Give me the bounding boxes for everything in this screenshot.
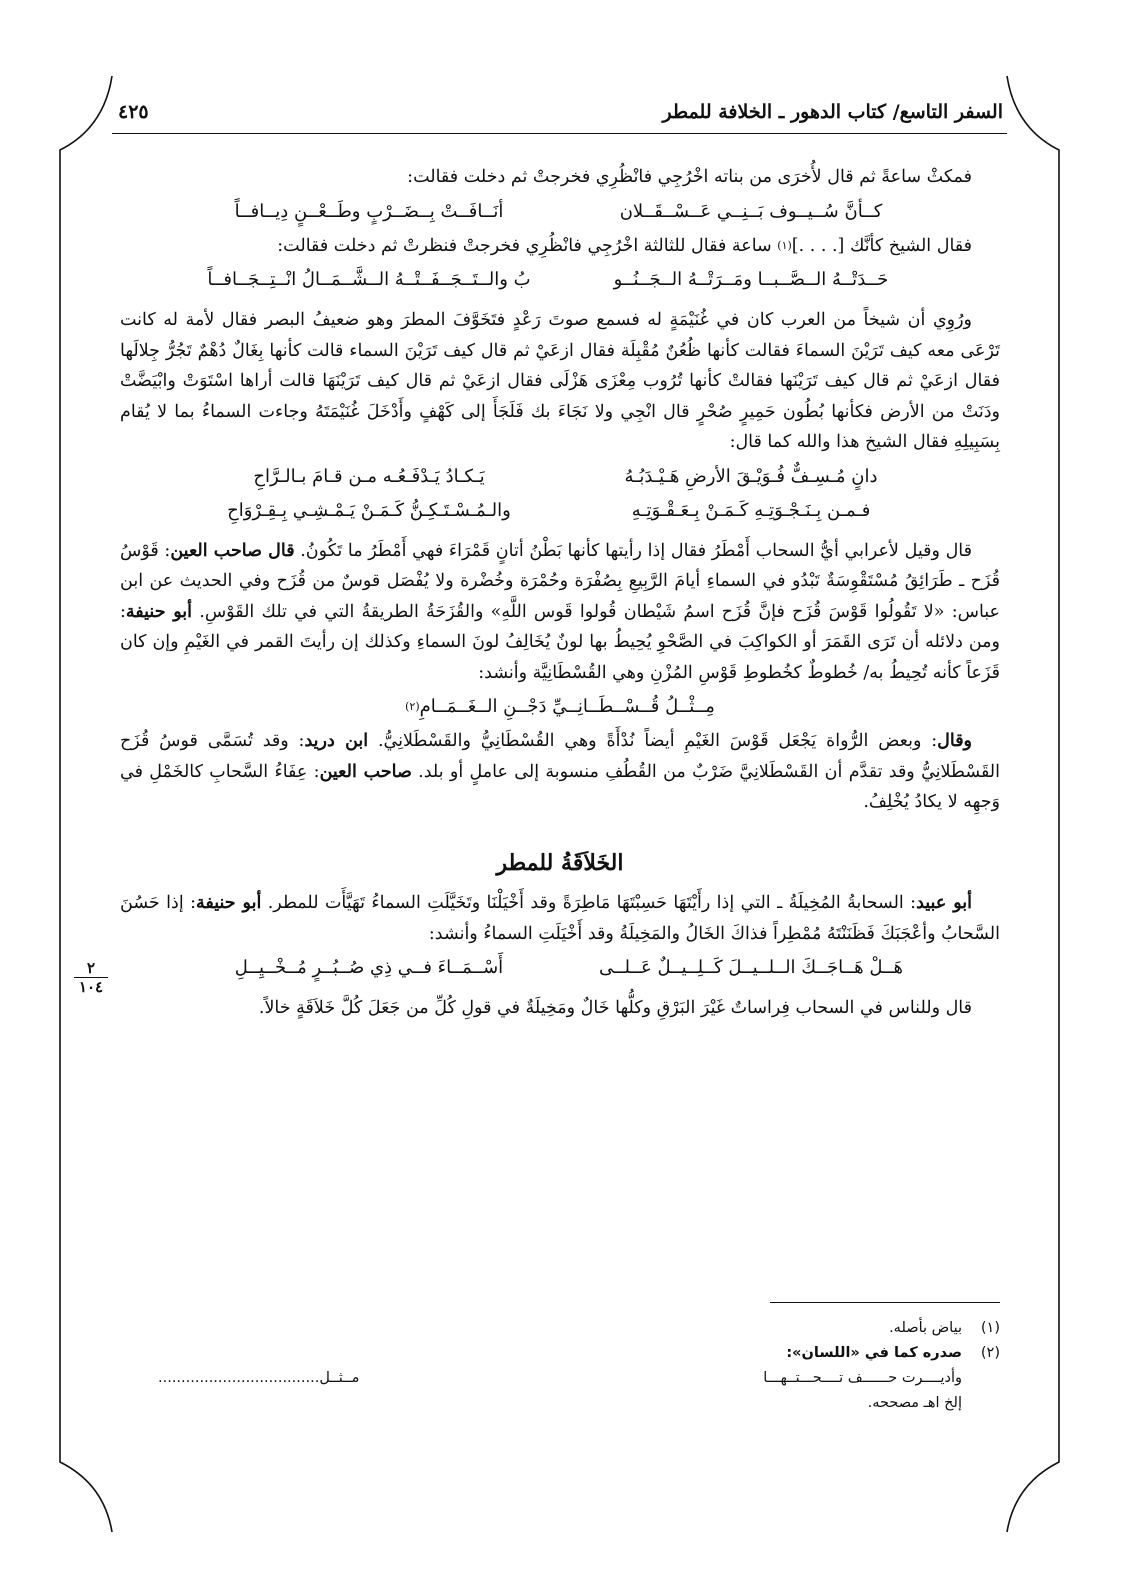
verse-second-hemistich: بُ والــتَــجَــفَــتْــهُ الــشَّــمَــالُ انْــتِــجَــافــاً xyxy=(207,269,531,290)
footnote-rule xyxy=(770,1302,1000,1303)
verse-line xyxy=(120,692,1000,722)
source-name: ابن دريد xyxy=(304,731,369,751)
section-heading: الخَلاَقَةُ للمطر xyxy=(496,849,624,876)
verse-first-hemistich: حَــدَتْــهُ الــصَّــبــا ومَــرَتْــهُ الــجَــنُــو xyxy=(613,269,889,290)
verse-line xyxy=(120,462,1000,492)
manuscript-folio-marker xyxy=(74,960,108,995)
paragraph: فمكثْ ساعةً ثم قال لأُخرَى من بناته اخْرُجِي فانْظُرِي فخرجتْ ثم دخلت فقالت: xyxy=(407,167,972,187)
paragraph xyxy=(120,726,1000,818)
footnote xyxy=(120,1341,1000,1366)
verse-line xyxy=(120,197,1000,227)
footnote-number: (١) xyxy=(980,1320,1000,1336)
verse-single-hemistich xyxy=(405,692,715,722)
text-run: : قَوْسُ قُزَح ـ طَرَائِقُ مُسْتَقْوِسَةٌ تَبْدُو في السماءِ أيامَ الرَّبِيعِ بِصُفْرَة وحُمْرَة وخُضْرة ولا يُفْصَل قوسٌ من قُزَح وفي الحديث عن ابن عباس: «لا تَقُولُوا قَوْسَ قُزَح فإنَّ قُزَح اسمُ شَيْطان قُولوا قَوس اللَّهِ» والقُزَحَةُ الطريقةُ التي في تلك القَوْسِ. xyxy=(120,540,1001,622)
footnotes xyxy=(120,1316,1000,1416)
verse-line xyxy=(120,496,1000,526)
source-name: أبو حنيفة xyxy=(195,893,262,913)
footnote-text: بياض بأصله. xyxy=(889,1320,962,1336)
text-run: : وقد تُسَمَّى قوسُ قُزَح القَسْطَلانِيُّ وقد تقدَّم أن القَسْطَلانِيَّ ضَرْبٌ من القُطُفِ منسوبة إلى عاملٍ أو بلد. xyxy=(120,731,1000,782)
verse-line xyxy=(120,953,1000,983)
verse-text: مِــثْــلُ قُــسْــطَــانِــيِّ دَجْــنِ الــغَــمَــامِ xyxy=(419,696,715,717)
verse-first-hemistich: فـمـن بِـنَـجْـوَتِـهِ كَـمَـنْ بِـعَـقْـوَتِـهِ xyxy=(631,499,871,521)
verse-second-hemistich: أَسْــمَــاءَ فــي ذِي صُــبُــرٍ مُــخْــيِــلِ xyxy=(234,957,504,978)
folio-side: ٢ xyxy=(86,959,96,977)
text-run: : عِفَاءُ السَّحابِ كالخَمْلِ في وَجهِه لا يكادُ يُخْلِفُ. xyxy=(120,761,1000,812)
footnote-verse xyxy=(158,1366,1000,1391)
source-name: صاحب العين xyxy=(319,761,412,782)
footnote-ref: (٢) xyxy=(405,700,420,713)
footnote-text: صدره كما في «اللسان»: xyxy=(786,1345,962,1361)
source-name: وقال xyxy=(937,731,973,751)
paragraph: ورُوِي أن شيخاً من العرب كان في غُنَيْمَةٍ له فسمع صوتَ رَعْدٍ فتَخَوَّفَ المطرَ وهو ضعيفُ البصر فقال لأمة له كانت تَرْعَى معه كيف تَرَيْنَ السماءَ فقالت كأنها ظُعُنٌ مُقْبِلَة فقال ازعَيْ ثم قال كيف تَرَيْنَ السماء قالت كأنها بِغَالٌ دُهْمٌ تَجُرُّ جِلالَها فقال ازعَيْ ثم قال كيف تَرَيْنَها فقالتْ كأنها تُرُوب مِعْزَى هَزْلَى فقال ازعَيْ ثم قال كيف تَرَيْنَهَا قالت أراها اسْتَوَتْ وابْيَضَّتْ ودَنَتْ من الأرض فكأنها بُطُون حَمِيرٍ صُحْرٍ قال انْجِي ولا نَجَاءَ بك فَلَجَأَ إلى كَهْفٍ وأَدْخَلَ غُنَيْمَتَهُ وجاءت السماءُ بما لا يُقام بِسَبِيلِهِ فقال الشيخ هذا والله كما قال: xyxy=(120,310,1000,452)
footnote-end: إلخ اهـ مصححه. xyxy=(867,1395,962,1411)
source-name: قال صاحب العين xyxy=(170,540,295,561)
paragraph xyxy=(120,536,1000,689)
main-text xyxy=(120,162,1000,1024)
verse-first-hemistich: كــأنَّ سُــيــوف بَــنِــي عَــسْــقَــلان xyxy=(619,200,883,222)
text-run: : وبعض الرُّواة يَجْعَل قَوْسَ الغَيْمِ أيضاً نُدْأَةً وهي القُسْطَانِيُّ والقَسْطَلانِيُّ. xyxy=(368,731,938,751)
running-header xyxy=(118,96,1003,128)
footnote-number: (٢) xyxy=(980,1345,1000,1361)
paragraph: قال وللناس في السحاب فِراساتٌ غَيْرَ البَرْقِ وكلُّها خَالٌ ومَخِيلَةٌ في قولِ كُلِّ من جَعَلَ كُلَّ خَلاَقَةٍ خالاً. xyxy=(258,998,972,1018)
text-run: : إذا حَسُنَ السَّحابُ وأعْجَبَكَ فَظَنَنْتَهُ مُمْطِراً فذاكَ الخَالُ والمَخِيلَةُ وقد أَخْيَلَتِ السماءُ وأنشد: xyxy=(120,893,1000,944)
verse-second-hemistich: أنَــافَــتْ بِــضَــرْبٍ وطَــعْــنٍ دِيــافــاً xyxy=(234,200,504,222)
page-number: ٤٢٥ xyxy=(118,101,149,123)
footnote-ref: (١) xyxy=(777,238,792,252)
footnote xyxy=(120,1316,1000,1341)
text-run: ساعة فقال للثالثة اخْرُجِي فانْظُرِي فخرجتْ فنظرتْ ثم دخلت فقالت: xyxy=(277,235,778,256)
verse-first-hemistich: دانٍ مُـسِـفٌّ فُـوَيْـقَ الأرضِ هَـيْـدَبُـهُ xyxy=(624,465,878,487)
text-run: فقال الشيخ كأنَّك [. . . .] xyxy=(791,235,972,256)
source-name: أبو حنيفة xyxy=(125,601,193,622)
text-run: قال وقيل لأعرابي أيُّ السحاب أَمْطَرُ فقال إذا رأيتها كأنها بَطْنُ أتانٍ قَمْرَاءَ فهي أَمْطَرُ ما تَكُونُ. xyxy=(294,540,972,561)
footnote-verse-second: مــثــل................................... xyxy=(158,1370,360,1386)
text-run: : ومن دلائله أن تَرَى القَمَرَ أو الكواكِبَ في الصَّحْوِ يُحِيطُ بها لونٌ يُخَالِفُ لونَ السماءِ وكذلك إن رأيتَ القمر في الغَيْمِ وإن كان قَزَعاً كأنه تُحِيطُ به/ خُطوطٌ كخُطوطِ قَوْسِ المُزْنِ وهي القُسْطَانِيَّة وأنشد: xyxy=(120,601,1000,683)
paragraph xyxy=(120,231,1000,262)
folio-number: ١٠٤ xyxy=(78,978,104,996)
verse-second-hemistich: والـمُـسْـتَـكِـنُّ كَـمَـنْ يَـمْـشِـي بِـقِـرْوَاحِ xyxy=(227,499,511,521)
source-name: أبو عبيد xyxy=(916,893,972,913)
paragraph xyxy=(120,888,1000,949)
header-title: السفر التاسع/ كتاب الدهور ـ الخلافة للمطر xyxy=(662,101,1003,123)
header-rule xyxy=(112,133,1007,134)
verse-second-hemistich: يَـكـادُ يَـدْفَـعُـه مـن قـامَ بـالـرَّاحِ xyxy=(253,465,485,487)
verse-line xyxy=(120,265,1000,295)
text-run: : السحابةُ المُخِيلَةُ ـ التي إذا رأَيْتَهَا حَسِبْتَهَا مَاطِرَةً وقد أَخْيَلْنَا وتَخَيَّلَتِ السماءُ تَهَيَّأَت للمطر. xyxy=(261,893,917,913)
verse-first-hemistich: هَــلْ هَــاجَــكَ الــلــيــلَ كَــلِــيــلٌ عَــلــى xyxy=(598,957,904,978)
footnote-verse-first: وأديــــرت حــــــف تــــحـــتــهـــا xyxy=(763,1370,962,1386)
